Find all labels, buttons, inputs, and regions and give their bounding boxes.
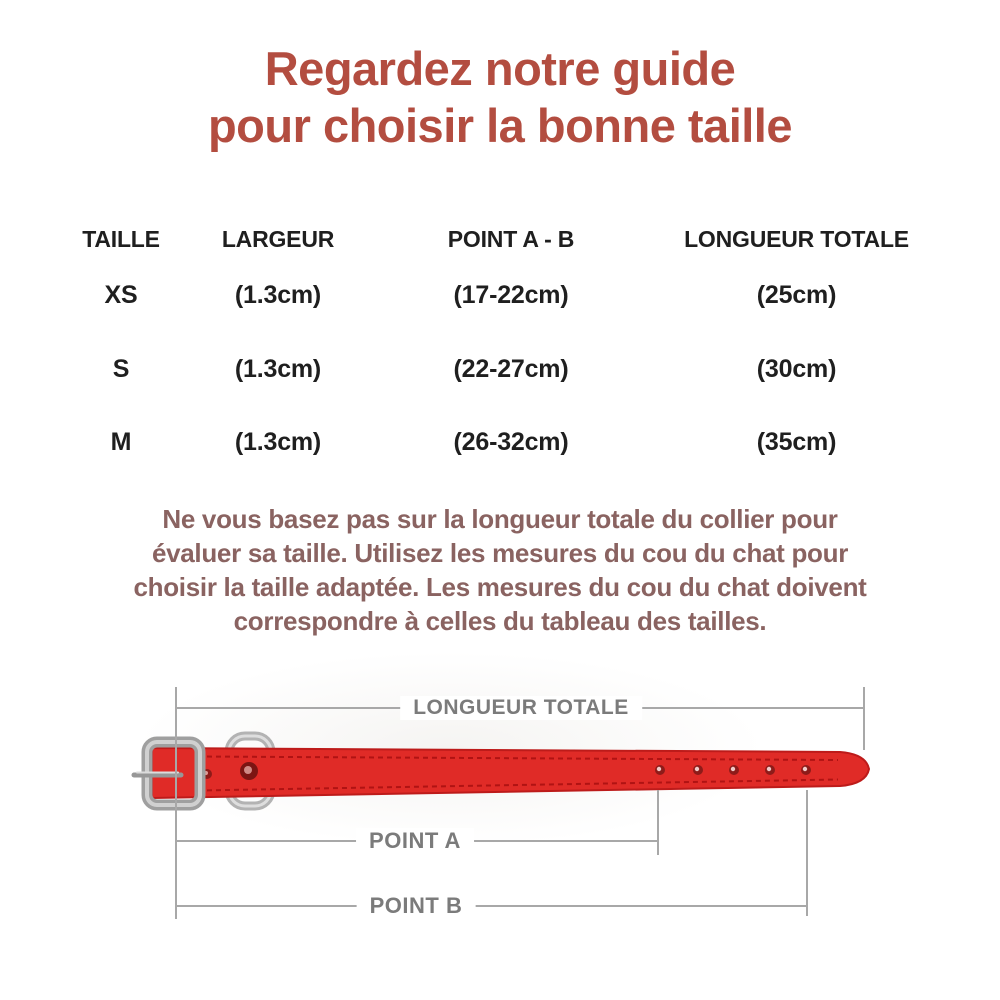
table-row-xs (50, 281, 935, 310)
header-point-a-b: POINT A - B (447, 226, 575, 252)
cell-point-range: (17-22cm) (453, 281, 569, 309)
header-longueur-totale: LONGUEUR TOTALE (684, 226, 909, 252)
page-title (0, 40, 1000, 154)
cell-total-length: (35cm) (756, 428, 837, 456)
cell-width: (1.3cm) (234, 281, 322, 309)
page-title-line2: pour choisir la bonne taille (207, 99, 793, 152)
header-largeur: LARGEUR (221, 226, 335, 252)
cell-size: XS (104, 281, 138, 309)
cell-point-range: (26-32cm) (453, 428, 569, 456)
sizing-note (0, 502, 1000, 638)
note-line: Ne vous basez pas sur la longueur totale du collier pour (162, 504, 838, 534)
note-line: évaluer sa taille. Utilisez les mesures du cou du chat pour (151, 538, 849, 568)
table-row-s (50, 355, 935, 384)
cell-point-range: (22-27cm) (453, 355, 569, 383)
total-length-dimension-label: LONGUEUR TOTALE (400, 696, 642, 720)
page-title-line1: Regardez notre guide (264, 42, 736, 95)
cell-total-length: (25cm) (756, 281, 837, 309)
size-table-header-row (50, 226, 935, 253)
cell-width: (1.3cm) (234, 355, 322, 383)
note-line: choisir la taille adaptée. Les mesures du cou du chat doivent (133, 572, 867, 602)
point-a-dimension-label: POINT A (356, 828, 474, 854)
note-line: correspondre à celles du tableau des tailles. (233, 606, 767, 636)
size-guide-diagram (0, 650, 1000, 980)
cell-width: (1.3cm) (234, 428, 322, 456)
table-row-m (50, 428, 935, 457)
cell-size: S (112, 355, 130, 383)
header-taille: TAILLE (82, 226, 160, 252)
point-b-dimension-label: POINT B (357, 893, 476, 919)
cell-total-length: (30cm) (756, 355, 837, 383)
cell-size: M (110, 428, 132, 456)
